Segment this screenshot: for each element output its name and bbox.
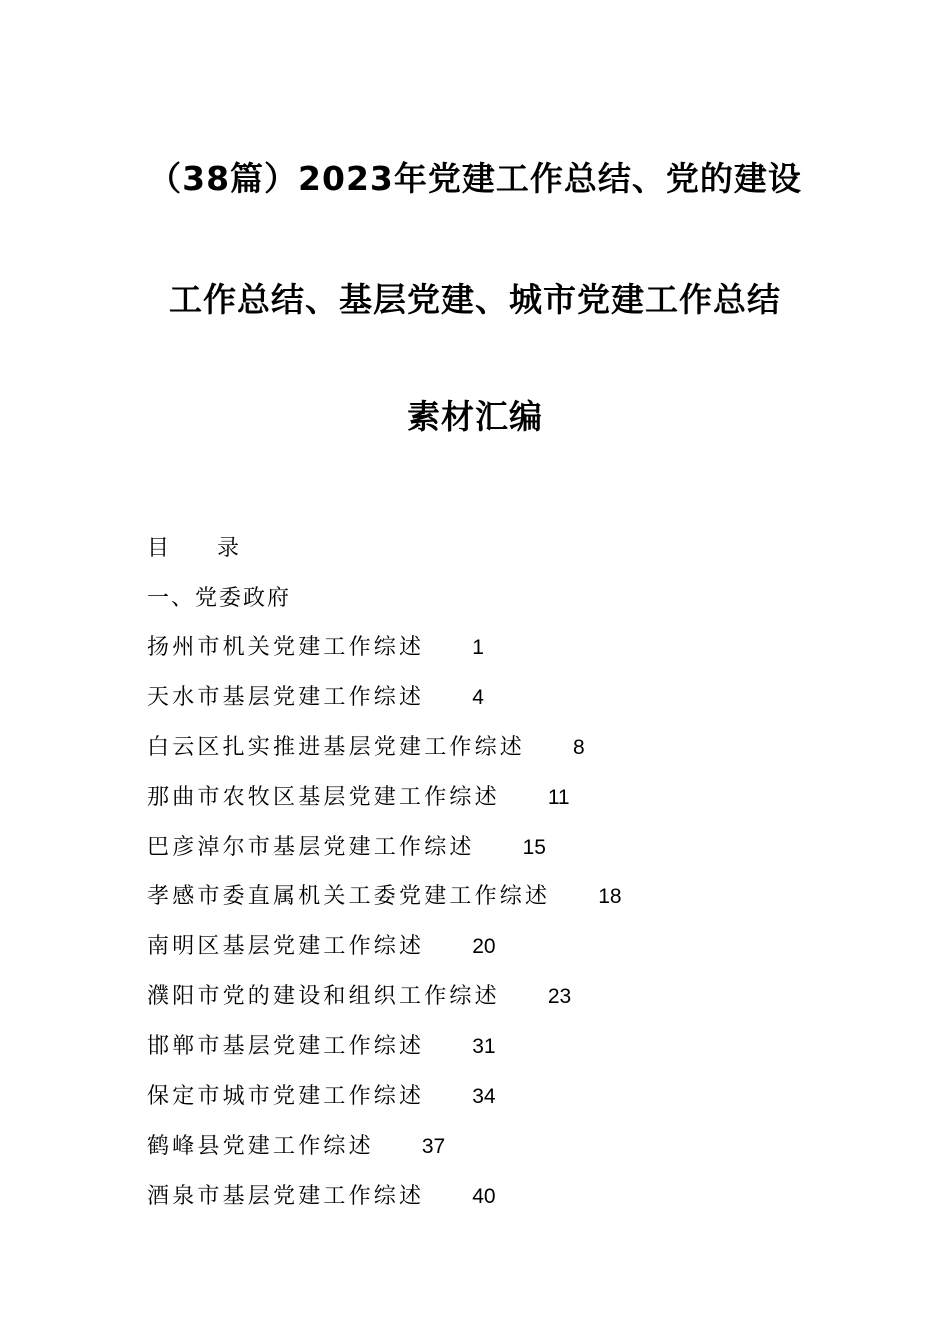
toc-entry-label: 鹤峰县党建工作综述 <box>147 1133 374 1159</box>
toc-entry[interactable] <box>147 1030 847 1080</box>
toc-entry[interactable] <box>147 1130 847 1180</box>
toc-entry-label: 濮阳市党的建设和组织工作综述 <box>147 984 500 1010</box>
toc-entry-page: 34 <box>472 1085 496 1109</box>
toc-entry-page: 1 <box>472 636 484 659</box>
toc-entry-page: 15 <box>522 835 546 859</box>
toc-entry[interactable] <box>147 731 847 781</box>
toc-entry-page: 40 <box>472 1184 496 1208</box>
toc-entry[interactable] <box>147 1180 847 1230</box>
toc-entry-page: 23 <box>547 985 572 1009</box>
toc-entry-label: 孝感市委直属机关工委党建工作综述 <box>147 884 551 910</box>
toc-entry-page: 8 <box>573 735 585 759</box>
toc-list <box>147 631 847 1230</box>
toc-entry-label: 白云区扎实推进基层党建工作综述 <box>147 734 526 760</box>
toc-entry[interactable] <box>147 980 847 1030</box>
toc-entry-label: 保定市城市党建工作综述 <box>147 1084 425 1110</box>
toc-entry[interactable] <box>147 781 847 831</box>
table-of-contents <box>147 532 847 1230</box>
toc-entry-label: 酒泉市基层党建工作综述 <box>147 1183 425 1209</box>
toc-entry-page: 37 <box>421 1134 446 1158</box>
toc-entry-label: 南明区基层党建工作综述 <box>147 934 425 960</box>
toc-entry-page: 31 <box>472 1035 496 1059</box>
toc-heading-left: 目 <box>147 536 172 561</box>
toc-section-title: 一、党委政府 <box>147 586 292 611</box>
toc-entry[interactable] <box>147 631 847 681</box>
title-line-2: 工作总结、基层党建、城市党建工作总结 <box>169 280 781 319</box>
toc-entry-page: 20 <box>472 935 496 959</box>
title-line-3: 素材汇编 <box>407 397 543 436</box>
toc-entry[interactable] <box>147 681 847 731</box>
toc-heading <box>147 532 847 566</box>
toc-entry-page: 18 <box>598 885 622 909</box>
toc-entry-label: 天水市基层党建工作综述 <box>147 684 425 710</box>
toc-entry-page: 4 <box>472 685 484 709</box>
toc-entry-page: 11 <box>547 785 570 809</box>
title-line-1: （38篇）2023年党建工作总结、党的建设 <box>148 159 802 198</box>
toc-entry-label: 巴彦淖尔市基层党建工作综述 <box>147 834 475 860</box>
toc-heading-right: 录 <box>217 536 242 561</box>
toc-entry-label: 扬州市机关党建工作综述 <box>147 635 425 660</box>
toc-entry[interactable] <box>147 1080 847 1130</box>
toc-entry[interactable] <box>147 930 847 980</box>
toc-entry[interactable] <box>147 831 847 881</box>
toc-entry-label: 那曲市农牧区基层党建工作综述 <box>147 784 500 810</box>
toc-entry-label: 邯郸市基层党建工作综述 <box>147 1034 425 1060</box>
toc-entry[interactable] <box>147 880 847 930</box>
